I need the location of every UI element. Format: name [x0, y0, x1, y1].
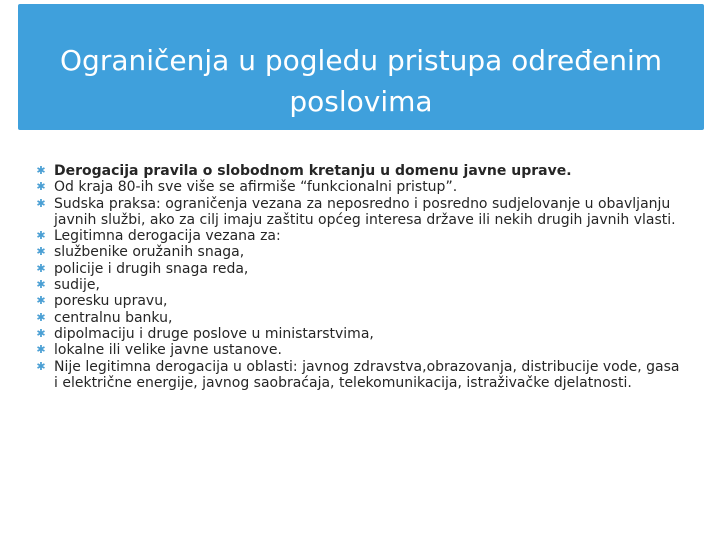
- bullet-text: Od kraja 80-ih sve više se afirmiše “funkcionalni pristup”.: [54, 179, 458, 196]
- asterisk-icon: ✱: [36, 359, 46, 373]
- asterisk-icon: ✱: [36, 310, 46, 324]
- bullet-item: [34, 359, 684, 392]
- bullet-item: [34, 196, 684, 229]
- bullet-text: lokalne ili velike javne ustanove.: [54, 342, 282, 359]
- bullet-text: sudije,: [54, 277, 100, 294]
- bullet-item: [34, 228, 684, 244]
- asterisk-icon: ✱: [36, 261, 46, 275]
- bullet-text: poresku upravu,: [54, 293, 168, 310]
- asterisk-icon: ✱: [36, 294, 46, 308]
- asterisk-icon: ✱: [36, 164, 46, 177]
- bullet-item: [34, 293, 684, 309]
- bullet-item: [34, 261, 684, 277]
- bullet-item: [34, 244, 684, 260]
- asterisk-icon: ✱: [36, 343, 46, 357]
- bullet-item: [34, 179, 684, 195]
- bullet-list: [34, 163, 684, 391]
- bullet-item: [34, 277, 684, 293]
- slide-title-line-1: Ograničenja u pogledu pristupa određenim: [60, 44, 662, 77]
- bullet-text: službenike oružanih snaga,: [54, 244, 245, 261]
- asterisk-icon: ✱: [36, 180, 46, 194]
- bullet-item: [34, 342, 684, 358]
- slide-title: [18, 40, 704, 122]
- bullet-item: [34, 326, 684, 342]
- bullet-text: Derogacija pravila o slobodnom kretanju u domenu javne uprave.: [54, 163, 572, 179]
- bullet-text: Nije legitimna derogacija u oblasti: javnog zdravstva,obrazovanja, distribucije vode, gasa i električne energije, javnog saobraćaja, telekomunikacija, istraživačke djelatnosti.: [54, 358, 680, 391]
- bullet-text: dipolmaciju i druge poslove u ministarstvima,: [54, 325, 374, 342]
- asterisk-icon: ✱: [36, 278, 46, 292]
- bullet-item: [34, 310, 684, 326]
- bullet-text: policije i drugih snaga reda,: [54, 260, 249, 277]
- bullet-text: centralnu banku,: [54, 309, 173, 326]
- asterisk-icon: ✱: [36, 229, 46, 243]
- asterisk-icon: ✱: [36, 196, 46, 210]
- asterisk-icon: ✱: [36, 326, 46, 340]
- bullet-text: Sudska praksa: ograničenja vezana za neposredno i posredno sudjelovanje u obavljanju javnih službi, ako za cilj imaju zaštitu općeg interesa države ili nekih drugih javnih vlasti.: [54, 195, 676, 228]
- asterisk-icon: ✱: [36, 245, 46, 259]
- bullet-item: [34, 163, 684, 179]
- slide-title-line-2: poslovima: [289, 85, 433, 118]
- bullet-text: Legitimna derogacija vezana za:: [54, 228, 281, 245]
